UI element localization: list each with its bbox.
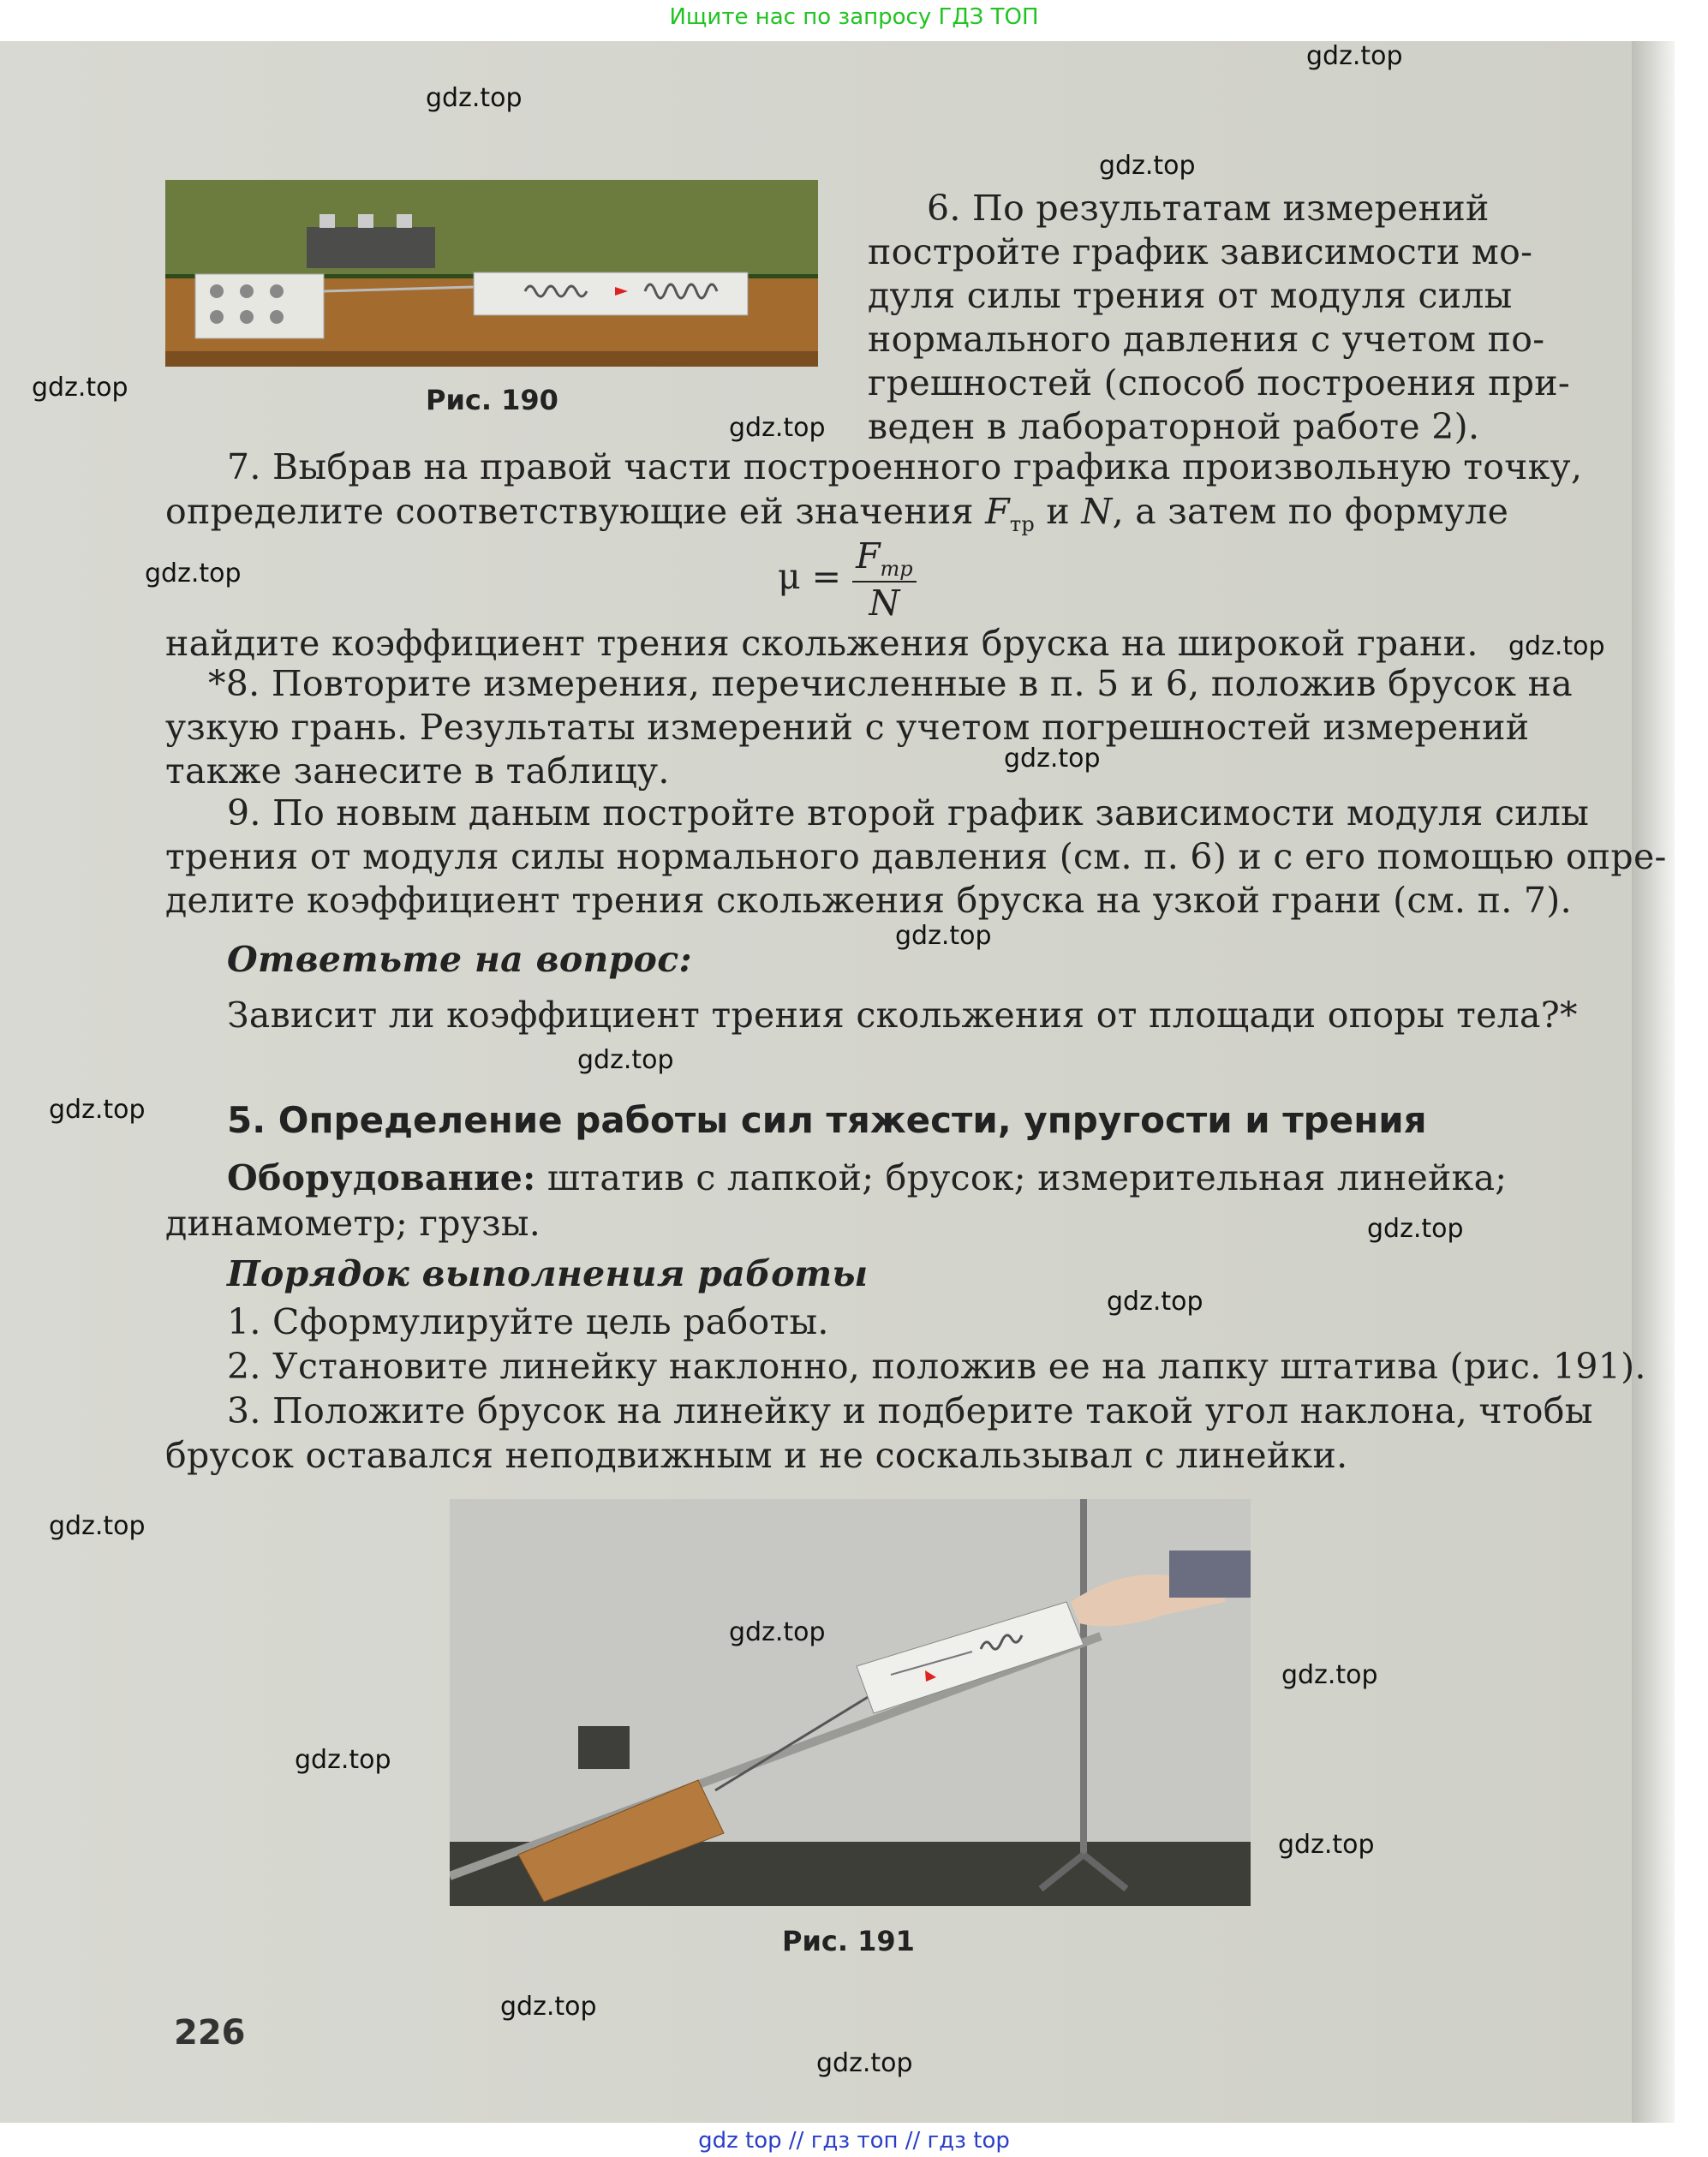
fraction-numerator: $F_{тр}$ [852, 535, 917, 583]
equipment-line [227, 1156, 1507, 1200]
equipment-text: штатив с лапкой; брусок; измерительная линейка; [535, 1157, 1508, 1198]
p7-text: и [1035, 491, 1082, 532]
watermark: gdz.top [895, 921, 992, 951]
n-symbol: N [1081, 491, 1113, 532]
watermark: gdz.top [49, 1095, 146, 1125]
watermark: gdz.top [1004, 744, 1101, 774]
p6-line: 6. По результатам измерений [927, 188, 1490, 229]
watermark: gdz.top [500, 1992, 597, 2022]
watermark: gdz.top [1099, 151, 1196, 181]
p7-line: 7. Выбрав на правой части построенного графика произвольную точку, [227, 446, 1583, 487]
p6-line: грешностей (способ построения при- [868, 362, 1571, 403]
watermark: gdz.top [577, 1045, 674, 1075]
top-banner[interactable]: Ищите нас по запросу ГДЗ ТОП [669, 4, 1039, 30]
watermark: gdz.top [145, 559, 242, 589]
watermark: gdz.top [295, 1745, 391, 1775]
page-number: 226 [174, 2013, 246, 2052]
section-title: 5. Определение работы сил тяжести, упругости и трения [227, 1099, 1427, 1141]
step-line: брусок оставался неподвижным и не соскальзывал с линейки. [165, 1435, 1348, 1476]
p6-line: постройте график зависимости мо- [868, 231, 1533, 272]
p8-line: *8. Повторите измерения, перечисленные в п. 5 и 6, положив брусок на [208, 663, 1573, 704]
watermark: gdz.top [729, 413, 826, 443]
figure-190-photo [165, 180, 818, 367]
p8-line: также занесите в таблицу. [165, 750, 670, 792]
f-tr-subscript: тр [1009, 512, 1036, 537]
p9-line: 9. По новым даным постройте второй график зависимости модуля силы [227, 792, 1590, 834]
bottom-banner[interactable]: gdz top // гдз топ // гдз top [698, 2128, 1010, 2154]
friction-formula [778, 535, 917, 624]
step-line: 2. Установите линейку наклонно, положив ее на лапку штатива (рис. 191). [227, 1346, 1646, 1387]
watermark: gdz.top [1278, 1830, 1375, 1860]
figure-191-photo [450, 1499, 1251, 1906]
p9-line: делите коэффициент трения скольжения бруска на узкой грани (см. п. 7). [165, 880, 1572, 921]
p9-line: трения от модуля силы нормального давления (см. п. 6) и с его помощью опре- [165, 836, 1667, 877]
step-line: 3. Положите брусок на линейку и подберите такой угол наклона, чтобы [227, 1390, 1593, 1431]
p8-line: узкую грань. Результаты измерений с учетом погрешностей измерений [165, 707, 1530, 748]
equipment-label: Оборудование: [227, 1157, 536, 1198]
p6-line: нормального давления с учетом по- [868, 319, 1545, 360]
step-line: 1. Сформулируйте цель работы. [227, 1301, 829, 1342]
watermark: gdz.top [1367, 1214, 1464, 1244]
p6-line: веден в лабораторной работе 2). [868, 406, 1480, 447]
watermark: gdz.top [32, 373, 128, 403]
figure-191-caption: Рис. 191 [782, 1925, 915, 1957]
page-edge [1632, 41, 1675, 2123]
p6-line: дуля силы трения от модуля силы [868, 275, 1513, 316]
watermark: gdz.top [1107, 1287, 1203, 1317]
p7-text: , а затем по формуле [1112, 491, 1509, 532]
procedure-heading: Порядок выполнения работы [227, 1253, 869, 1294]
equipment-line: динамометр; грузы. [165, 1203, 541, 1244]
p7-line: найдите коэффициент трения скольжения бруска на широкой грани. [165, 623, 1478, 664]
watermark: gdz.top [729, 1617, 826, 1647]
fraction-denominator: N [869, 583, 900, 624]
mu-symbol: μ = [778, 556, 842, 598]
watermark: gdz.top [426, 83, 523, 113]
p7-text: определите соответствующие ей значения [165, 491, 986, 532]
question-heading: Ответьте на вопрос: [227, 939, 692, 980]
watermark: gdz.top [49, 1511, 146, 1541]
figure-190-caption: Рис. 190 [426, 384, 558, 416]
watermark: gdz.top [1508, 631, 1605, 661]
watermark: gdz.top [1281, 1660, 1378, 1690]
watermark: gdz.top [1306, 41, 1403, 71]
fraction [852, 535, 917, 624]
watermark: gdz.top [816, 2048, 913, 2078]
question-text: Зависит ли коэффициент трения скольжения от площади опоры тела?* [227, 995, 1578, 1036]
f-tr-symbol: F [985, 491, 1010, 532]
